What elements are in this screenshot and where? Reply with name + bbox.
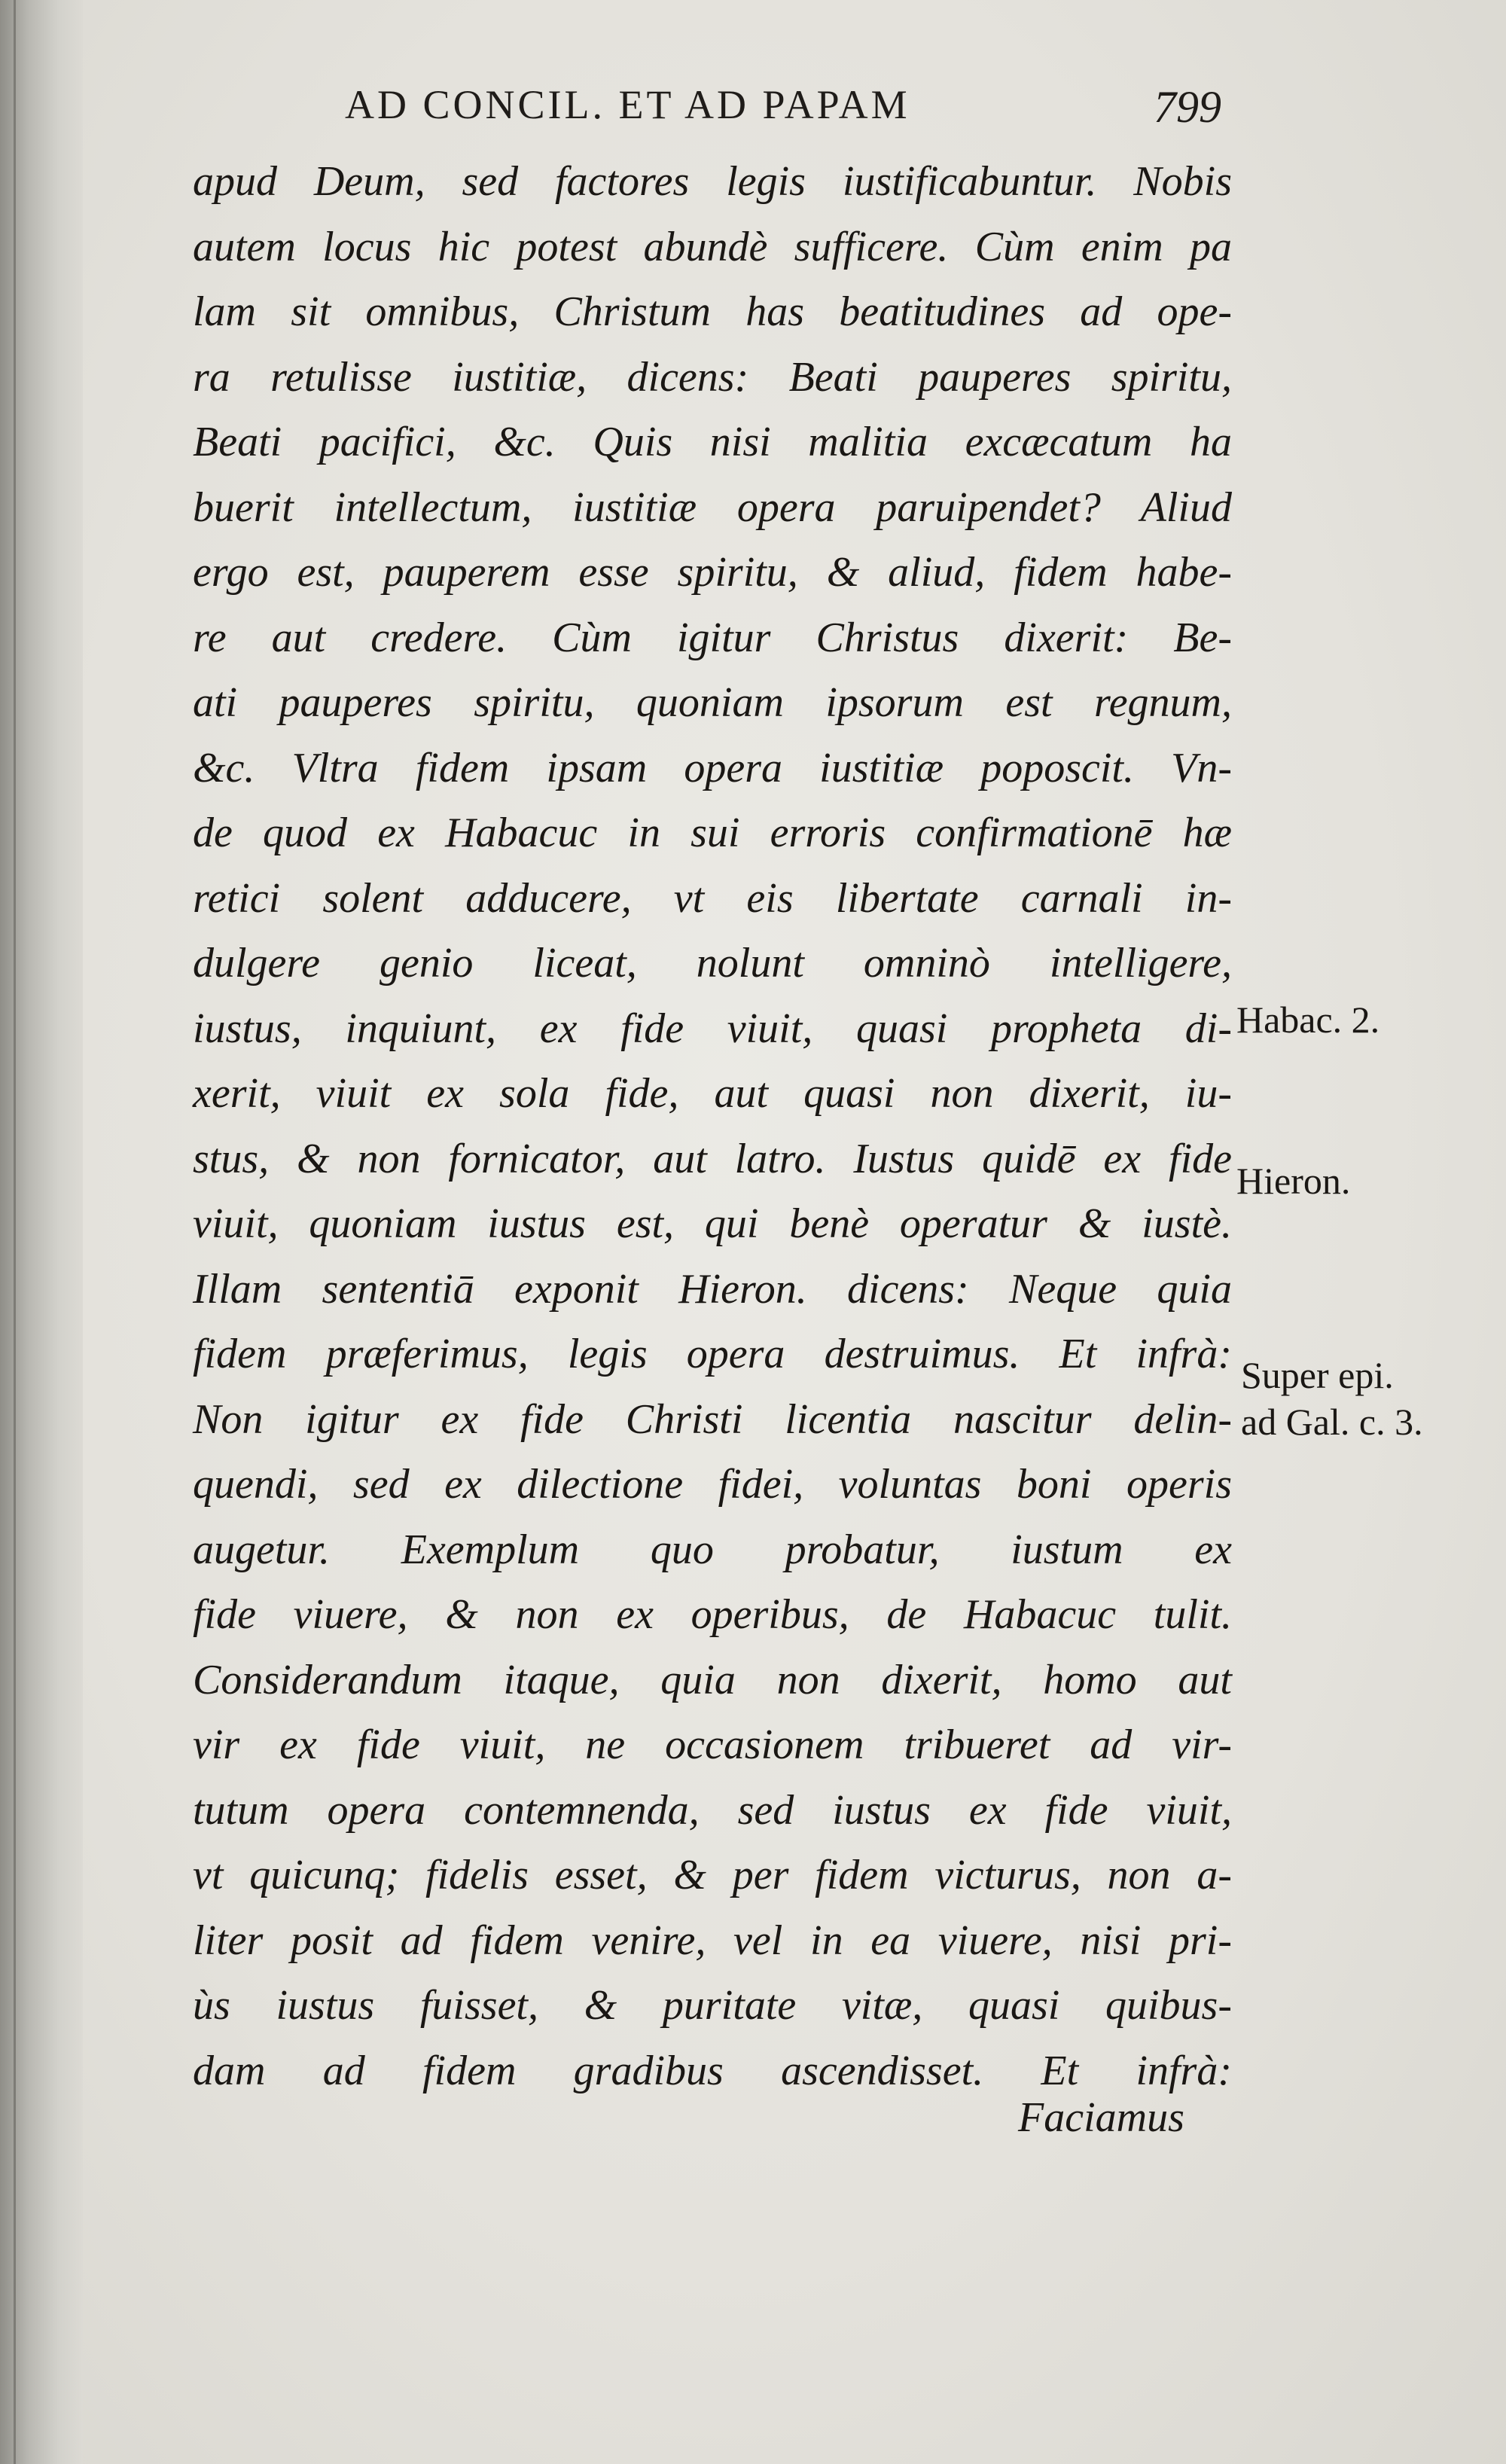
page-number: 799: [1154, 82, 1221, 132]
gutter-fold-line: [14, 0, 16, 2464]
text-line: iustus, inquiunt, ex fide viuit, quasi propheta di-: [193, 1005, 1232, 1052]
text-line: fidem præferimus, legis opera destruimus. Et infrà:: [193, 1331, 1232, 1377]
text-line: dam ad fidem gradibus ascendisset. Et infrà:: [193, 2047, 1232, 2094]
text-line: fide viuere, & non ex operibus, de Habacuc tulit.: [193, 1591, 1232, 1638]
margin-note-super-epi: Super epi.: [1241, 1354, 1394, 1396]
text-line: re aut credere. Cùm igitur Christus dixerit: Be-: [193, 614, 1232, 661]
text-line: apud Deum, sed factores legis iustificabuntur. Nobis: [193, 158, 1232, 205]
text-line: ati pauperes spiritu, quoniam ipsorum est regnum,: [193, 679, 1232, 726]
text-line: stus, & non fornicator, aut latro. Iustus quidē ex fide: [193, 1135, 1232, 1182]
text-line: viuit, quoniam iustus est, qui benè operatur & iustè.: [193, 1200, 1232, 1247]
text-line: ergo est, pauperem esse spiritu, & aliud, fidem habe-: [193, 549, 1232, 596]
text-line: &c. Vltra fidem ipsam opera iustitiæ poposcit. Vn-: [193, 744, 1232, 791]
text-line: ra retulisse iustitiæ, dicens: Beati pauperes spiritu,: [193, 353, 1232, 401]
margin-note-habac: Habac. 2.: [1236, 999, 1380, 1041]
text-line: vt quicunq; fidelis esset, & per fidem victurus, non a-: [193, 1852, 1232, 1898]
text-line: de quod ex Habacuc in sui erroris confirmationē hæ: [193, 810, 1232, 856]
body-text: [193, 149, 1232, 2103]
text-line: Considerandum itaque, quia non dixerit, homo aut: [193, 1656, 1232, 1703]
text-line: Beati pacifici, &c. Quis nisi malitia excæcatum ha: [193, 419, 1232, 465]
running-head: AD CONCIL. ET AD PAPAM: [345, 82, 910, 127]
text-line: quendi, sed ex dilectione fidei, voluntas boni operis: [193, 1461, 1232, 1508]
catchword: Faciamus: [1018, 2094, 1184, 2141]
text-line: retici solent adducere, vt eis libertate carnali in-: [193, 874, 1232, 922]
text-line: xerit, viuit ex sola fide, aut quasi non dixerit, iu-: [193, 1070, 1232, 1117]
margin-note-ad-gal: ad Gal. c. 3.: [1241, 1401, 1423, 1443]
margin-note-hieron: Hieron.: [1236, 1160, 1351, 1202]
book-gutter: [0, 0, 83, 2464]
text-line: dulgere genio liceat, nolunt omninò intelligere,: [193, 940, 1232, 987]
text-line: buerit intellectum, iustitiæ opera paruipendet? Aliud: [193, 483, 1232, 531]
text-line: Illam sententiā exponit Hieron. dicens: Neque quia: [193, 1265, 1232, 1313]
text-line: tutum opera contemnenda, sed iustus ex fide viuit,: [193, 1786, 1232, 1834]
text-line: liter posit ad fidem venire, vel in ea viuere, nisi pri-: [193, 1917, 1232, 1964]
text-line: ùs iustus fuisset, & puritate vitæ, quasi quibus-: [193, 1982, 1232, 2029]
text-line: autem locus hic potest abundè sufficere. Cùm enim pa: [193, 223, 1232, 270]
text-line: Non igitur ex fide Christi licentia nascitur delin-: [193, 1395, 1232, 1443]
text-line: vir ex fide viuit, ne occasionem tribueret ad vir-: [193, 1721, 1232, 1768]
text-line: lam sit omnibus, Christum has beatitudines ad ope-: [193, 288, 1232, 335]
text-line: augetur. Exemplum quo probatur, iustum ex: [193, 1526, 1232, 1573]
